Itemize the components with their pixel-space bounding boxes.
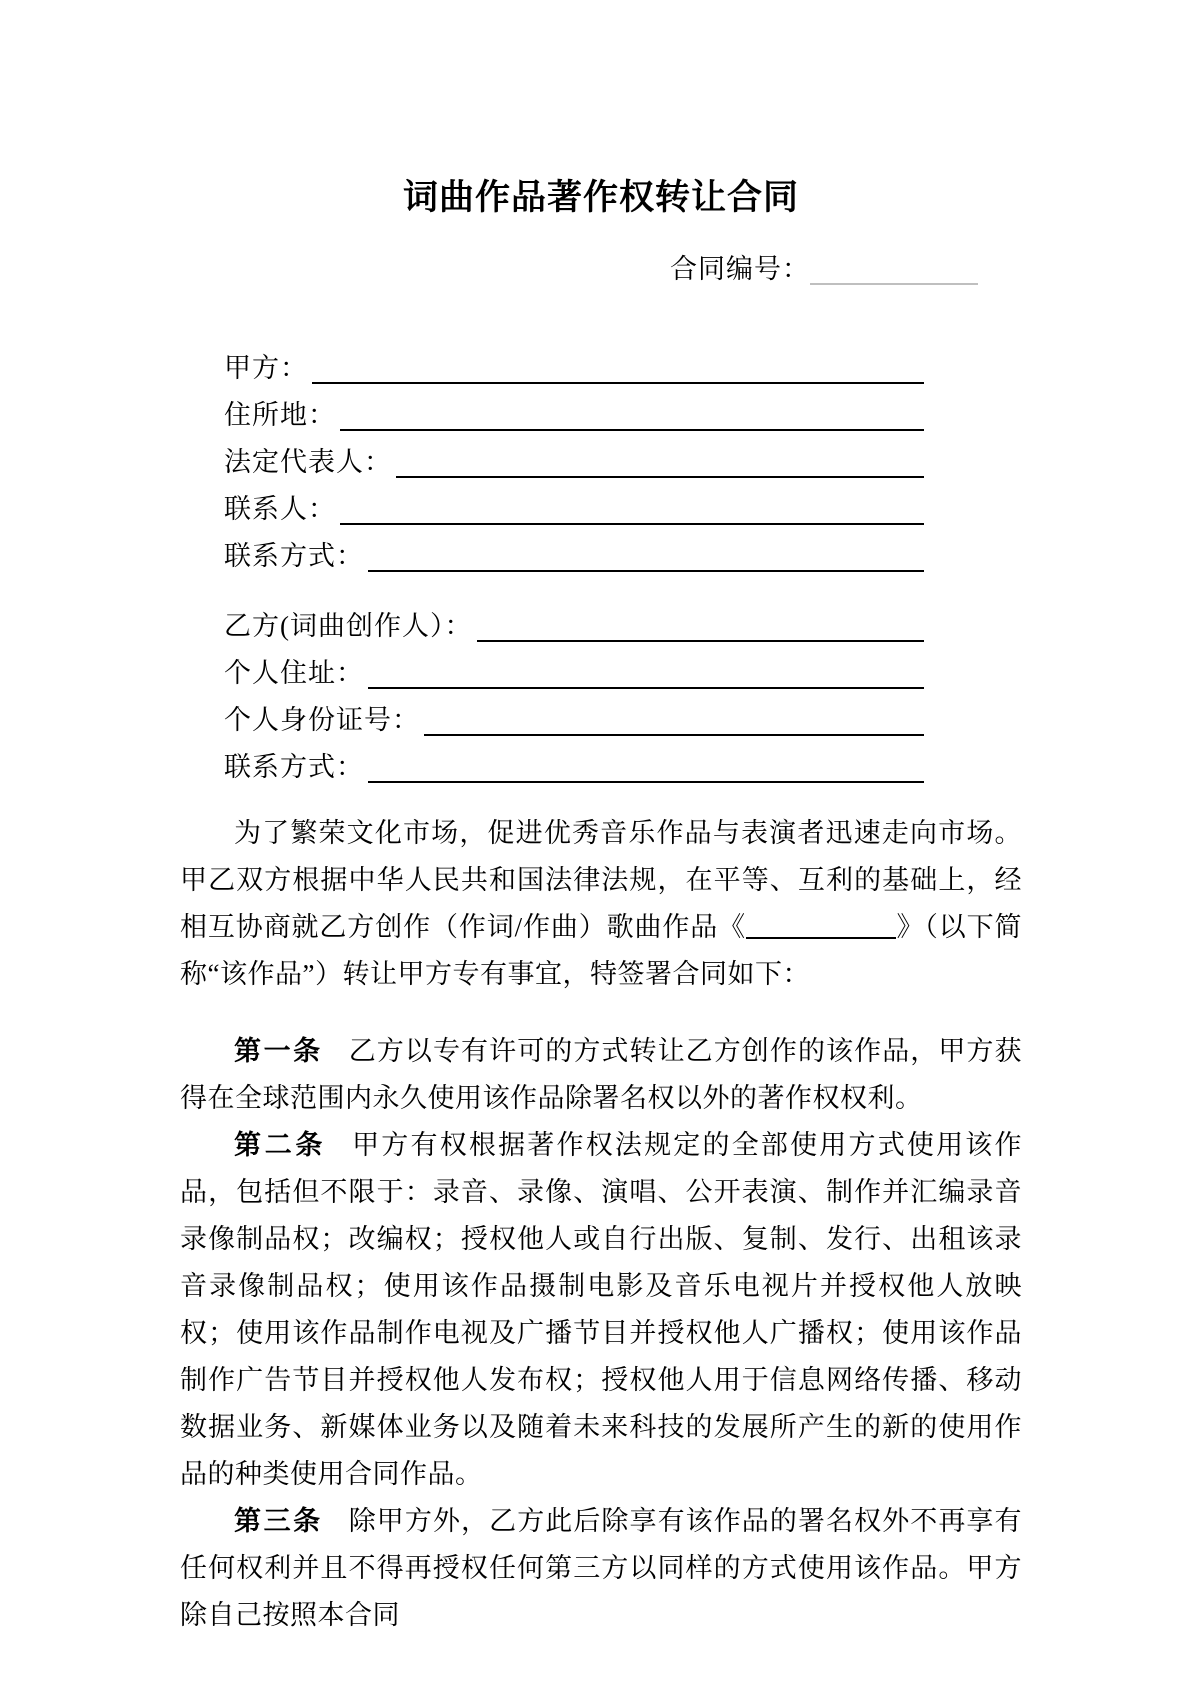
field-row-contact-method-b <box>224 741 924 788</box>
field-row-residence <box>224 389 924 436</box>
article-1-number: 第一条 <box>234 1036 323 1066</box>
document-content <box>180 0 1022 1639</box>
article-3-number: 第三条 <box>234 1506 323 1536</box>
contact-method-a-label: 联系方式： <box>224 541 364 571</box>
article-2 <box>180 1122 1022 1498</box>
party-b-label: 乙方(词曲创作人）： <box>224 611 473 641</box>
personal-address-blank-line <box>368 647 924 689</box>
residence-blank-line <box>340 389 924 431</box>
contact-method-b-label: 联系方式： <box>224 752 364 782</box>
field-row-party-a <box>224 342 924 389</box>
party-a-fields <box>224 342 924 577</box>
field-row-legal-representative <box>224 436 924 483</box>
article-3-text: 除甲方外，乙方此后除享有该作品的署名权外不再享有任何权利并且不得再授权任何第三方以同样的方式使用该作品。甲方除自己按照本合同 <box>180 1506 1023 1630</box>
article-2-text: 甲方有权根据著作权法规定的全部使用方式使用该作品，包括但不限于：录音、录像、演唱、公开表演、制作并汇编录音录像制品权；改编权；授权他人或自行出版、复制、发行、出租该录音录像制品权；使用该作品摄制电影及音乐电视片并授权他人放映权；使用该作品制作电视及广播节目并授权他人广播权；使用该作品制作广告节目并授权他人发布权；授权他人用于信息网络传播、移动数据业务、新媒体业务以及随着未来科技的发展所产生的新的使用作品的种类使用合同作品。 <box>180 1130 1023 1489</box>
contract-number-label: 合同编号： <box>670 254 810 284</box>
article-2-number: 第二条 <box>234 1130 327 1160</box>
article-1 <box>180 1028 1022 1122</box>
contract-number-row <box>180 250 1022 288</box>
field-row-contact-person <box>224 483 924 530</box>
article-3 <box>180 1498 1022 1639</box>
party-b-fields <box>224 600 924 788</box>
contact-person-blank-line <box>340 483 924 525</box>
intro-text-after-blank: 》（以下简称“该作品”）转让甲方专有事宜，特签署合同如下： <box>180 912 1022 989</box>
personal-address-label: 个人住址： <box>224 658 364 688</box>
field-row-contact-method-a <box>224 530 924 577</box>
contact-method-a-blank-line <box>368 530 924 572</box>
intro-paragraph <box>180 810 1022 998</box>
document-title: 词曲作品著作权转让合同 <box>402 178 799 217</box>
legal-representative-blank-line <box>396 436 924 478</box>
article-1-text: 乙方以专有许可的方式转让乙方创作的该作品，甲方获得在全球范围内永久使用该作品除署名权以外的著作权权利。 <box>180 1036 1023 1113</box>
contract-number-blank-line <box>810 250 978 285</box>
residence-label: 住所地： <box>224 400 336 430</box>
intro-text-before-blank: 为了繁荣文化市场，促进优秀音乐作品与表演者迅速走向市场。甲乙双方根据中华人民共和国法律法规，在平等、互利的基础上，经相互协商就乙方创作（作词/作曲）歌曲作品《 <box>180 818 1022 942</box>
contact-method-b-blank-line <box>368 741 924 783</box>
field-row-personal-address <box>224 647 924 694</box>
field-row-party-b <box>224 600 924 647</box>
party-b-blank-line <box>477 600 925 642</box>
contact-person-label: 联系人： <box>224 494 336 524</box>
party-a-label: 甲方： <box>224 353 308 383</box>
song-title-blank-line <box>746 910 896 939</box>
field-row-id-number <box>224 694 924 741</box>
legal-representative-label: 法定代表人： <box>224 447 392 477</box>
id-number-label: 个人身份证号： <box>224 705 420 735</box>
id-number-blank-line <box>424 694 924 736</box>
party-a-blank-line <box>312 342 924 384</box>
